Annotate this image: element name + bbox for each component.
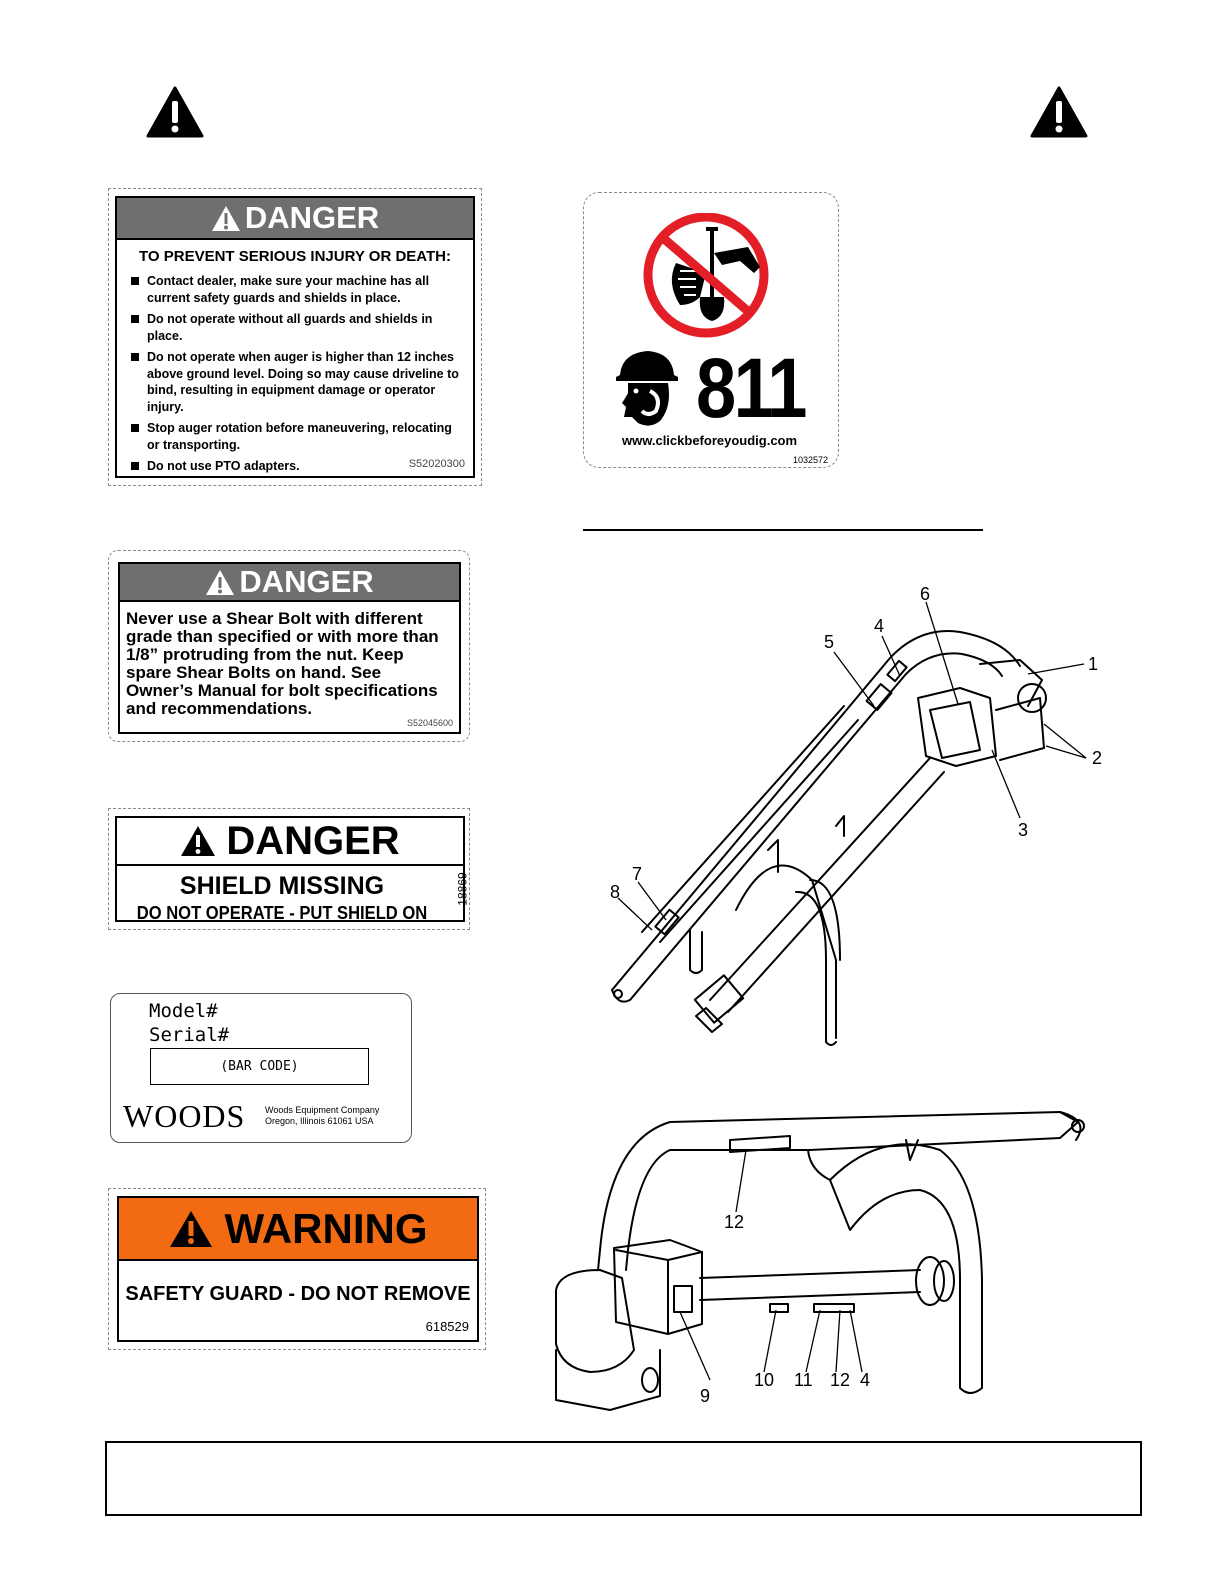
part-number: 1032572 [792, 455, 828, 465]
company-name: Woods Equipment Company [265, 1105, 380, 1115]
callout-12: 12 [830, 1370, 851, 1390]
danger-header: DANGER [239, 564, 374, 599]
callout-10: 10 [754, 1370, 775, 1390]
shield-missing-text: SHIELD MISSING [179, 872, 385, 900]
callout-3: 3 [1018, 820, 1029, 840]
callout-4: 4 [874, 616, 885, 636]
call-811-decal [583, 192, 839, 468]
callout-8: 8 [610, 882, 621, 902]
danger-decal-shear-bolt [108, 550, 470, 742]
notice-box [105, 1441, 1142, 1516]
barcode-label: (BAR CODE) [220, 1059, 299, 1074]
part-number: 18869 [455, 872, 470, 906]
warning-triangle-icon [211, 205, 241, 232]
serial-label: Serial# [149, 1024, 230, 1046]
part-number: S52020300 [408, 458, 465, 470]
call-811-number: 811 [696, 341, 805, 435]
warning-decal-safety-guard [108, 1188, 486, 1350]
danger-subtitle: TO PREVENT SERIOUS INJURY OR DEATH: [139, 248, 451, 265]
auger-frame-diagram-top [600, 580, 1120, 1050]
callout-12-top: 12 [724, 1212, 745, 1232]
warning-triangle-icon [169, 1210, 213, 1248]
section-divider [583, 529, 983, 531]
warning-triangle-icon-left [146, 86, 204, 138]
company-address: Oregon, Illinois 61061 USA [265, 1116, 374, 1126]
part-number: 618529 [425, 1319, 469, 1334]
no-digging-icon [636, 213, 776, 339]
danger-list [117, 273, 473, 475]
warning-triangle-icon-right [1030, 86, 1088, 138]
danger-decal-shield-missing [108, 808, 470, 930]
danger-header: DANGER [226, 818, 400, 863]
list-item: Do not operate when auger is higher than 12 inches above ground level. Doing so may cause driveline to bind, resulting in equipment damage or operator injury. [117, 349, 465, 415]
barcode-box [150, 1048, 369, 1085]
woods-logo: WOODS [123, 1098, 246, 1134]
danger-decal-guards [108, 188, 482, 486]
callout-6: 6 [920, 584, 931, 604]
hardhat-person-icon [614, 347, 682, 429]
callout-2: 2 [1092, 748, 1103, 768]
callout-1: 1 [1088, 654, 1099, 674]
warning-text: SAFETY GUARD - DO NOT REMOVE [125, 1283, 471, 1305]
model-label: Model# [149, 1000, 218, 1022]
callout-4-bottom: 4 [860, 1370, 871, 1390]
danger-text: Never use a Shear Bolt with different grade than specified or with more than 1/8” protruding from the nut. Keep spare Shear Bolts on hand. See Owner’s Manual for bolt specifications and recommendations. [126, 609, 439, 718]
list-item: Do not operate without all guards and shields in place. [117, 311, 465, 344]
callout-11: 11 [794, 1370, 813, 1390]
danger-header: DANGER [244, 200, 380, 235]
auger-frame-diagram-bottom [550, 1100, 1100, 1420]
list-item: Contact dealer, make sure your machine has all current safety guards and shields in place. [117, 273, 465, 306]
callout-5: 5 [824, 632, 835, 652]
call-811-url: www.clickbeforeyoudig.com [622, 433, 798, 448]
list-item: Do not use PTO adapters. [117, 458, 337, 475]
list-item: Stop auger rotation before maneuvering, relocating or transporting. [117, 420, 465, 453]
serial-plate [110, 993, 412, 1143]
part-number: S52045600 [406, 718, 453, 728]
warning-header: WARNING [224, 1204, 428, 1252]
callout-7: 7 [632, 864, 643, 884]
shield-missing-subtext: DO NOT OPERATE - PUT SHIELD ON [136, 903, 428, 923]
callout-9: 9 [700, 1386, 711, 1406]
warning-triangle-icon [180, 825, 216, 857]
warning-triangle-icon [205, 569, 235, 596]
